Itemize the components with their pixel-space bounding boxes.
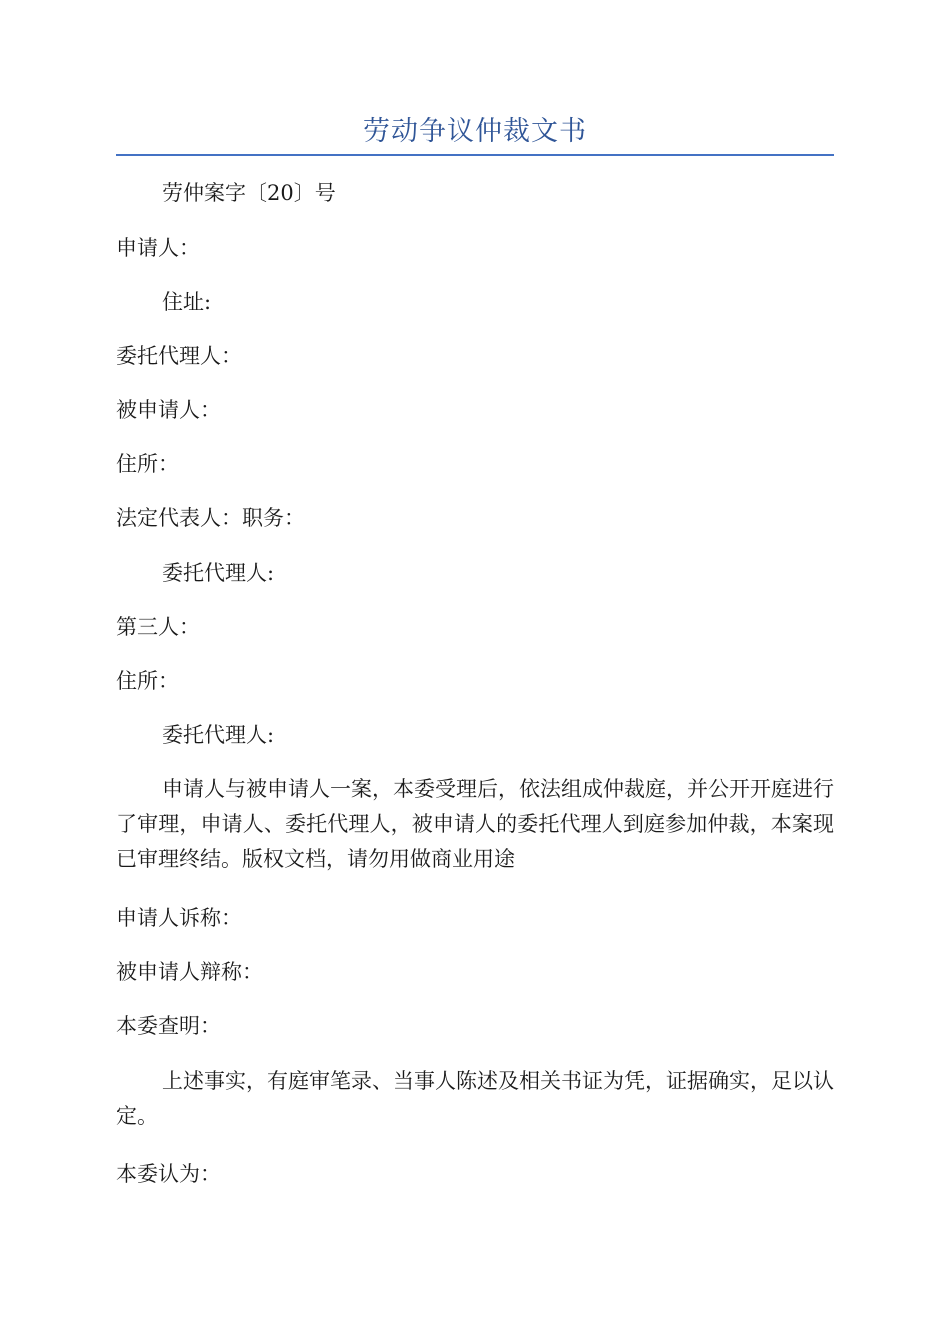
title-underline [116, 154, 834, 156]
opinion-heading: 本委认为： [116, 1162, 221, 1186]
respondent-agent-label: 委托代理人: [162, 561, 275, 585]
case-summary-paragraph: 申请人与被申请人一案，本委受理后，依法组成仲裁庭，并公开开庭进行了审理，申请人、委托代理人，被申请人的委托代理人到庭参加仲裁，本案现已审理终结。版权文档，请勿用做商业用途 [116, 777, 834, 871]
applicant-claims-heading: 申请人诉称： [116, 906, 242, 930]
applicant-address-label: 住址: [162, 290, 212, 314]
findings-heading: 本委查明： [116, 1014, 221, 1038]
applicant-agent-label: 委托代理人： [116, 344, 242, 368]
third-party-label: 第三人： [116, 615, 200, 639]
third-party-residence-label: 住所： [116, 669, 179, 693]
case-number: 劳仲案字〔20〕号 [162, 181, 336, 205]
respondent-label: 被申请人： [116, 398, 221, 422]
legal-representative-label: 法定代表人：职务： [116, 506, 305, 530]
findings-paragraph: 上述事实，有庭审笔录、当事人陈述及相关书证为凭，证据确实，足以认定。 [116, 1069, 834, 1128]
respondent-residence-label: 住所： [116, 452, 179, 476]
document-title: 劳动争议仲裁文书 [363, 116, 587, 147]
respondent-defense-heading: 被申请人辩称： [116, 960, 263, 984]
third-party-agent-label: 委托代理人: [162, 723, 275, 747]
applicant-label: 申请人： [116, 236, 200, 260]
